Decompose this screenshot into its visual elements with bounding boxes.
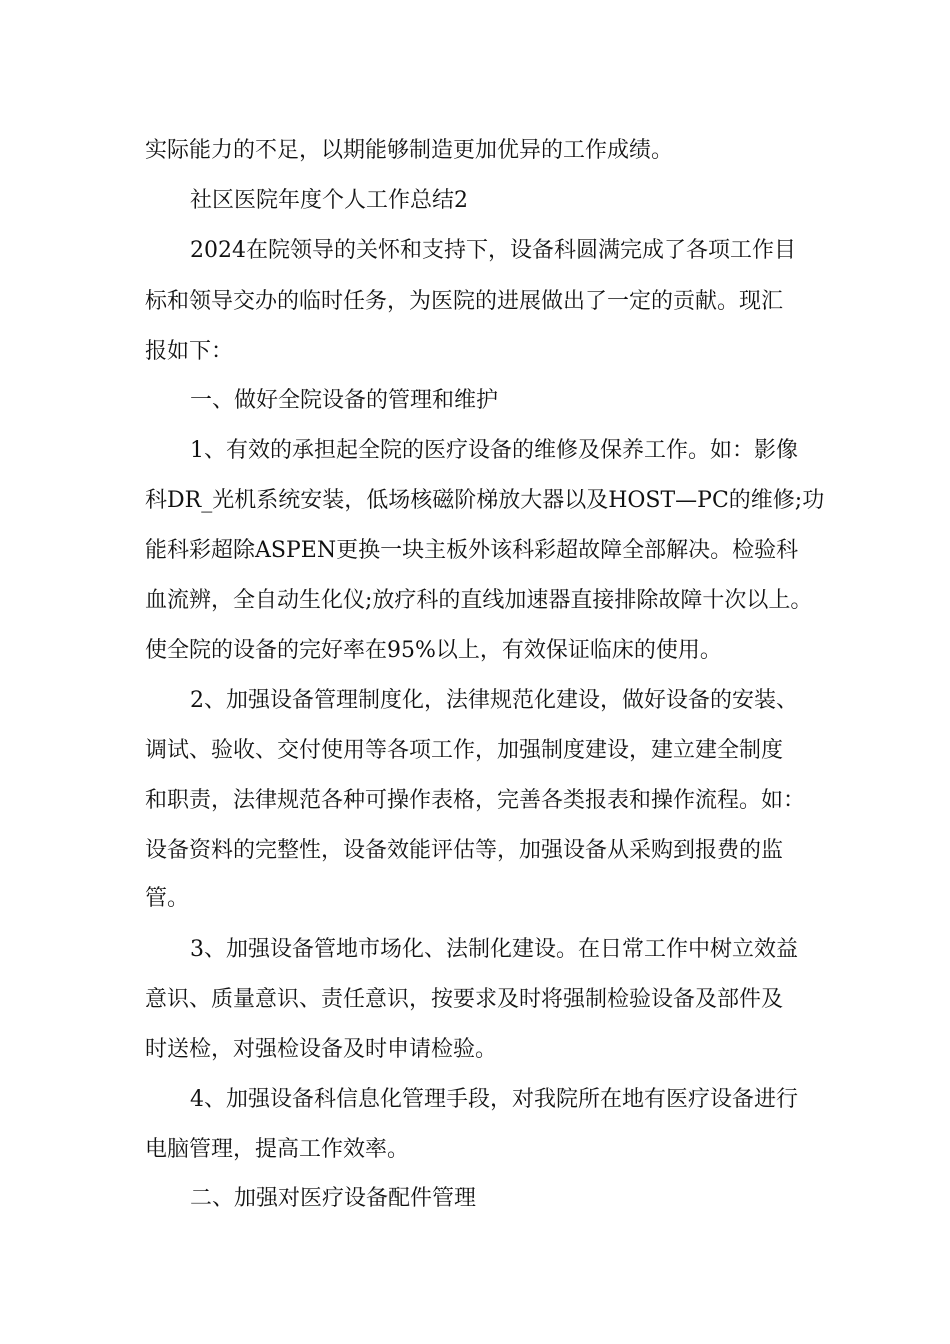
text-line: 时送检，对强检设备及时申请检验。 [145,1037,498,1062]
text-line: 1、有效的承担起全院的医疗设备的维修及保养工作。如：影像 [190,438,798,463]
text-line: 3、加强设备管地市场化、法制化建设。在日常工作中树立效益 [190,937,798,962]
section-heading: 一、做好全院设备的管理和维护 [190,388,499,413]
text-line: 科DR_光机系统安装，低场核磁阶梯放大器以及HOST—PC的维修;功 [145,488,825,513]
text-line: 意识、质量意识、责任意识，按要求及时将强制检验设备及部件及 [145,987,784,1012]
text-line: 和职责，法律规范各种可操作表格，完善各类报表和操作流程。如： [145,788,806,813]
text-line: 设备资料的完整性，设备效能评估等，加强设备从采购到报费的监 [145,838,784,863]
section-heading: 二、加强对医疗设备配件管理 [190,1186,477,1211]
text-line: 2、加强设备管理制度化，法律规范化建设，做好设备的安装、 [190,688,798,713]
text-line: 调试、验收、交付使用等各项工作，加强制度建设，建立建全制度 [145,738,784,763]
text-line: 管。 [145,886,190,911]
text-line: 4、加强设备科信息化管理手段，对我院所在地有医疗设备进行 [190,1087,798,1112]
text-line: 血流辨，全自动生化仪;放疗科的直线加速器直接排除故障十次以上。 [145,588,813,613]
text-line: 报如下： [145,339,234,364]
text-line: 实际能力的不足，以期能够制造更加优异的工作成绩。 [145,138,674,163]
section-heading: 社区医院年度个人工作总结2 [190,188,468,213]
text-line: 2024在院领导的关怀和支持下，设备科圆满完成了各项工作目 [190,238,796,263]
text-line: 能科彩超除ASPEN更换一块主板外该科彩超故障全部解决。检验科 [145,538,799,563]
text-line: 使全院的设备的完好率在95%以上，有效保证临床的使用。 [145,638,722,663]
text-line: 标和领导交办的临时任务，为医院的进展做出了一定的贡献。现汇 [145,289,784,314]
text-line: 电脑管理，提高工作效率。 [145,1137,410,1162]
